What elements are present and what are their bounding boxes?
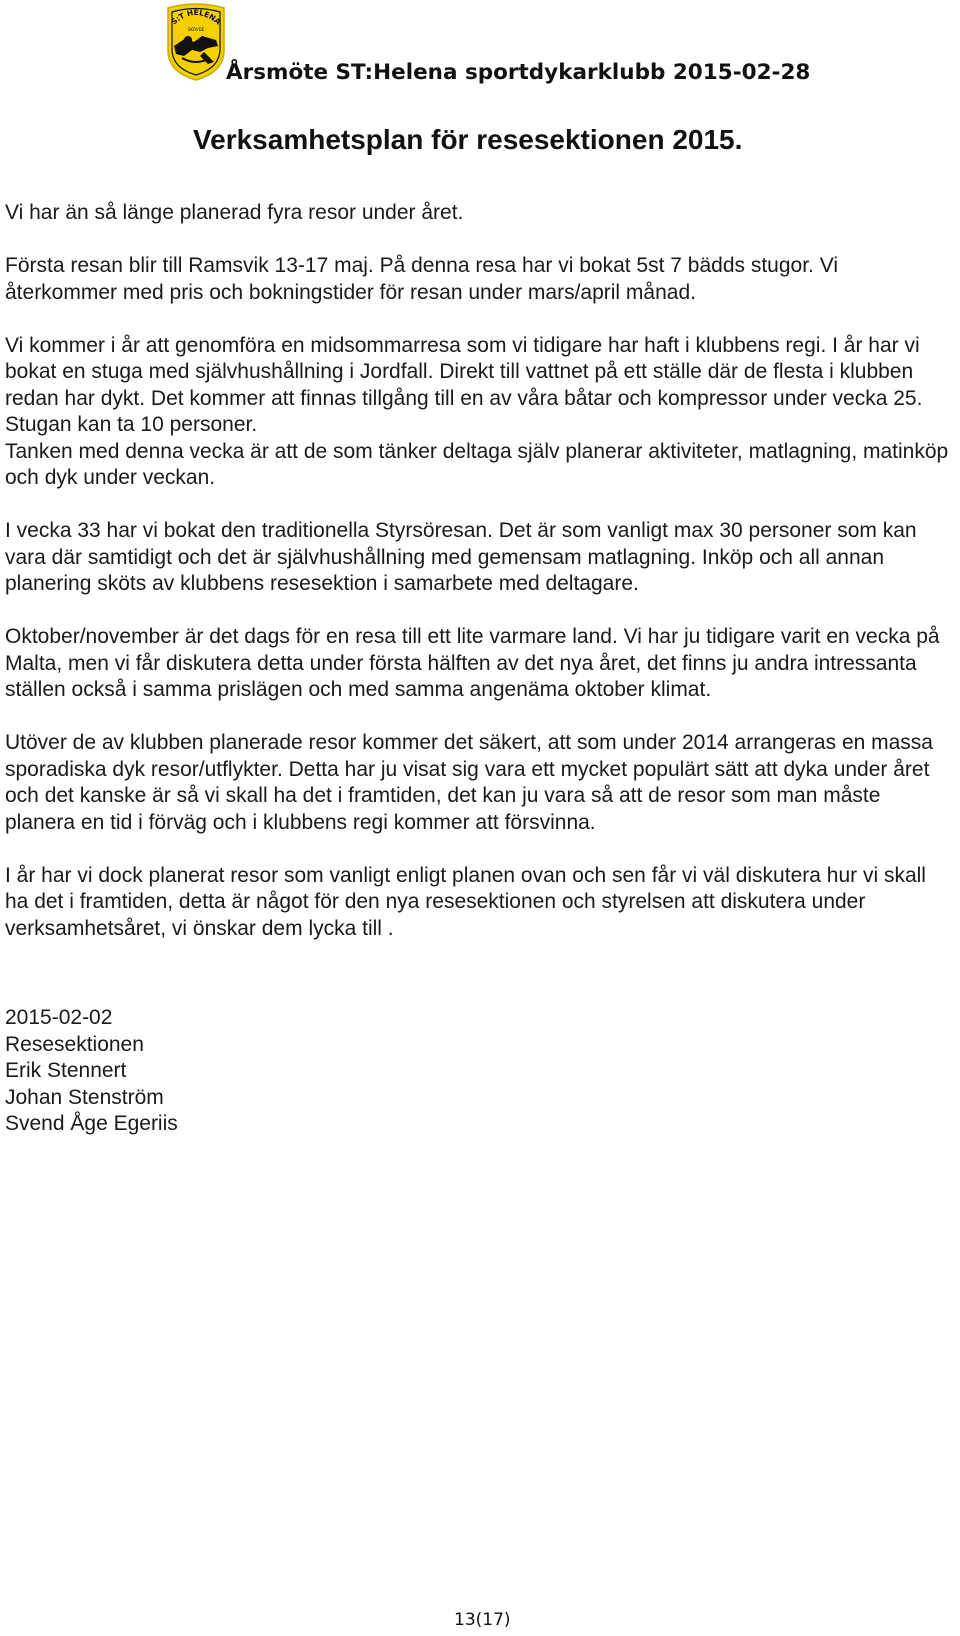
signature-name: Erik Stennert bbox=[5, 1059, 127, 1082]
signature-name: Svend Åge Egeriis bbox=[5, 1112, 178, 1135]
document-title: Verksamhetsplan för resesektionen 2015. bbox=[193, 124, 743, 155]
paragraph: Utöver de av klubben planerade resor kommer det säkert, att som under 2014 arrangeras en massa sporadiska dyk resor/utflykter. Detta har ju visat sig vara ett mycket populärt sätt att dyka under året och det kanske är så vi skall ha det i framtiden, det kan ju vara så att de resor som man måste planera en tid i förväg och i klubbens regi kommer att försvinna. bbox=[5, 731, 933, 834]
paragraph: Vi har än så länge planerad fyra resor under året. bbox=[5, 201, 464, 224]
signature-date: 2015-02-02 bbox=[5, 1006, 113, 1029]
header-title: Årsmöte ST:Helena sportdykarklubb 2015-02-28 bbox=[226, 60, 811, 85]
paragraph: Första resan blir till Ramsvik 13-17 maj. På denna resa har vi bokat 5st 7 bädds stugor. Vi återkommer med pris och bokningstider för resan under mars/april månad. bbox=[5, 254, 839, 304]
signature-name: Johan Stenström bbox=[5, 1085, 164, 1109]
page-number: 13(17) bbox=[454, 1610, 511, 1630]
document-body bbox=[5, 200, 953, 942]
signature-block bbox=[5, 1005, 178, 1138]
signature-section: Resesektionen bbox=[5, 1032, 144, 1056]
paragraph: I vecka 33 har vi bokat den traditionella Styrsöresan. Det är som vanligt max 30 personer som kan vara där samtidigt och det är självhushållning med gemensam matlagning. Inköp och all annan planering sköts av klubbens resesektion i samarbete med deltagare. bbox=[5, 519, 917, 595]
club-logo-badge bbox=[164, 2, 228, 82]
paragraph: Vi kommer i år att genomföra en midsommarresa som vi tidigare har haft i klubbens regi. I år har vi bokat en stuga med självhushållning i Jordfall. Direkt till vattnet på ett ställe där de flesta i klubben redan har dykt. Det kommer att finnas tillgång till en av våra båtar och kompressor under vecka 25. Stugan kan ta 10 personer. bbox=[5, 333, 923, 436]
logo-text: S:T HELENA bbox=[169, 7, 223, 27]
paragraph: Oktober/november är det dags för en resa till ett lite varmare land. Vi har ju tidigare varit en vecka på Malta, men vi får diskutera detta under första hälften av det nya året, det finns ju andra intressanta ställen också i samma prislägen och med samma angenäma oktober klimat. bbox=[5, 625, 940, 701]
paragraph: Tanken med denna vecka är att de som tänker deltaga själv planerar aktiviteter, matlagning, matinköp och dyk under veckan. bbox=[5, 439, 949, 489]
logo-subtext: SKÖVDE bbox=[187, 27, 205, 32]
club-logo bbox=[164, 2, 228, 82]
paragraph: I år har vi dock planerat resor som vanligt enligt planen ovan och sen får vi väl diskutera hur vi skall ha det i framtiden, detta är något för den nya resesektionen och styrelsen att diskutera under verksamhetsåret, vi önskar dem lycka till . bbox=[5, 863, 926, 940]
